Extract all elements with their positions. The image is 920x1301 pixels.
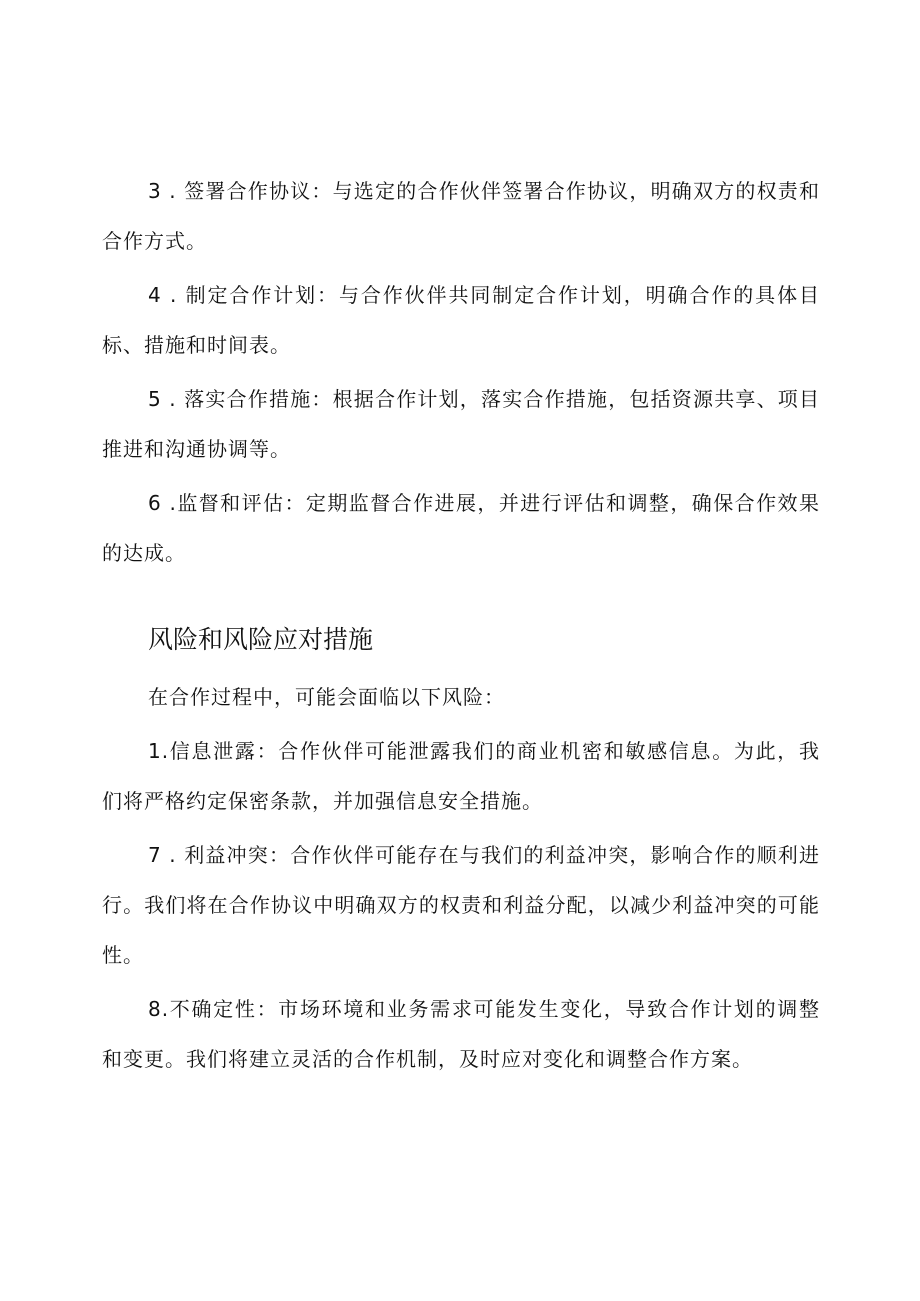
step-sign-agreement: 3 . 签署合作协议：与选定的合作伙伴签署合作协议，明确双方的权责和合作方式。: [102, 179, 820, 253]
risk-item-info-leak: 1.信息泄露：合作伙伴可能泄露我们的商业机密和敏感信息。为此，我们将严格约定保密条款，并加强信息安全措施。: [102, 739, 820, 813]
risk-item-uncertainty: 8.不确定性：市场环境和业务需求可能发生变化，导致合作计划的调整和变更。我们将建立灵活的合作机制，及时应对变化和调整合作方案。: [102, 997, 820, 1071]
step-implement-measures: 5 . 落实合作措施：根据合作计划，落实合作措施，包括资源共享、项目推进和沟通协调等。: [102, 387, 820, 461]
step-make-plan: 4 . 制定合作计划：与合作伙伴共同制定合作计划，明确合作的具体目标、措施和时间表。: [102, 283, 820, 357]
risk-intro: 在合作过程中，可能会面临以下风险：: [148, 685, 505, 709]
document-body: [102, 166, 820, 1088]
risk-section-heading: 风险和风险应对措施: [148, 625, 374, 654]
step-supervise-evaluate: 6 .监督和评估：定期监督合作进展，并进行评估和调整，确保合作效果的达成。: [102, 491, 820, 565]
risk-item-conflict-of-interest: 7 . 利益冲突：合作伙伴可能存在与我们的利益冲突，影响合作的顺利进行。我们将在合作协议中明确双方的权责和利益分配，以减少利益冲突的可能性。: [102, 843, 820, 967]
